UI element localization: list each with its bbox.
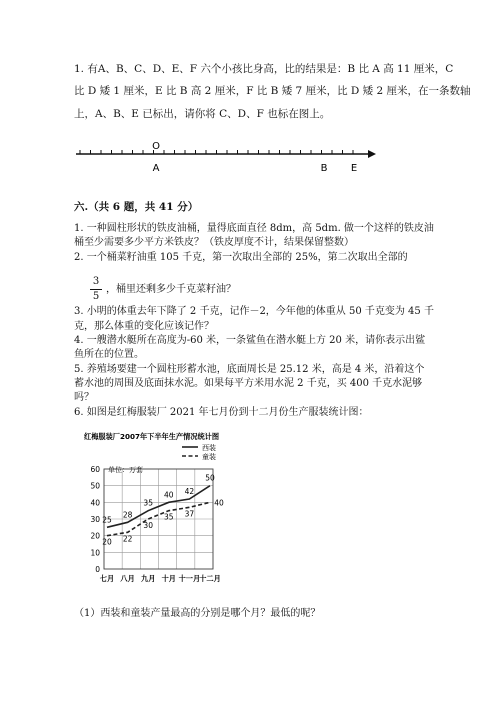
legend-label: 童装 — [202, 453, 216, 461]
y-tick-label: 40 — [90, 498, 100, 508]
x-tick-label: 九月 — [141, 574, 156, 583]
y-tick-label: 0 — [95, 565, 100, 574]
point-e-label: E — [350, 163, 358, 174]
y-tick-label: 20 — [90, 531, 100, 541]
x-tick-label: 十二月 — [199, 574, 221, 583]
question-6-line-1: 6. 如图是红梅服装厂 2021 年七月份到十二月份生产服装统计图： — [74, 407, 369, 418]
y-tick-label: 30 — [90, 515, 100, 524]
question-5-line-2: 蓄水池的周围及底面抹水泥。如果每平方米用水泥 2 千克，买 400 千克水泥够 — [74, 378, 423, 389]
data-label: 20 — [102, 537, 112, 547]
q1-line-3: 上，A、B、E 已标出，请你将 C、D、F 也标在图上。 — [74, 108, 331, 120]
question-3-line-1: 3. 小明的体重去年下降了 2 千克，记作－2，今年他的体重从 50 千克变为 45 千 — [74, 306, 434, 317]
question-3-line-2: 克，那么体重的变化应该记作？ — [74, 321, 214, 332]
question-5-line-3: 吗？ — [74, 392, 94, 403]
data-label: 28 — [122, 510, 133, 520]
x-tick-label: 七月 — [99, 574, 115, 583]
point-b-label: B — [320, 163, 328, 174]
production-line-chart — [70, 425, 250, 595]
data-label: 37 — [184, 509, 195, 519]
unit-label: 单位：万套 — [108, 466, 143, 474]
data-label: 35 — [143, 498, 153, 508]
origin-label: O — [152, 141, 160, 152]
x-tick-label: 十月 — [161, 574, 176, 583]
section-title: 六.（共 6 题，共 41 分） — [74, 201, 199, 213]
data-label: 40 — [214, 498, 224, 508]
number-line — [70, 138, 380, 178]
data-label: 25 — [102, 515, 112, 525]
question-2-line-2: ，桶里还剩多少千克菜籽油？ — [106, 284, 236, 295]
question-5-line-1: 5. 养殖场要建一个圆柱形蓄水池，底面周长是 25.12 米，高是 4 米，沿着这个 — [74, 364, 425, 375]
data-label: 35 — [164, 512, 174, 522]
sub-question-1: （1）西装和童装产量最高的分别是哪个月？最低的呢？ — [74, 608, 321, 619]
question-1-line-2: 桶至少需要多少平方米铁皮？（铁皮厚度不计，结果保留整数） — [74, 237, 354, 248]
data-label: 42 — [184, 487, 195, 496]
point-a-label: A — [152, 163, 160, 174]
y-tick-label: 50 — [90, 481, 100, 491]
question-1-line-1: 1. 一种圆柱形状的铁皮油桶，量得底面直径 8dm，高 5dm. 做一个这样的铁皮油 — [74, 223, 434, 234]
data-label: 40 — [164, 490, 174, 500]
q1-line-1: 1. 有A、B、C、D、E、F 六个小孩比身高，比的结果是：B 比 A 高 11 厘米，C — [74, 63, 454, 75]
data-label: 50 — [205, 473, 215, 483]
y-tick-label: 60 — [90, 465, 100, 474]
fraction-denominator: 5 — [92, 291, 100, 302]
y-tick-label: 10 — [90, 548, 100, 558]
chart-title: 红梅服装厂2007年下半年生产情况统计图 — [84, 432, 220, 441]
data-label: 22 — [122, 534, 133, 544]
data-label: 30 — [143, 521, 153, 530]
question-4-line-1: 4. 一艘潜水艇所在高度为-60 米，一条鲨鱼在潜水艇上方 20 米，请你表示出鲨 — [74, 335, 426, 346]
x-tick-label: 八月 — [120, 574, 135, 583]
question-2-line-1: 2. 一个桶菜籽油重 105 千克，第一次取出全部的 25%，第二次取出全部的 — [74, 252, 408, 263]
fraction-numerator: 3 — [92, 276, 100, 287]
x-tick-label: 十一月 — [178, 574, 201, 583]
q1-line-2: 比 D 矮 1 厘米，E 比 B 高 2 厘米，F 比 B 矮 7 厘米，比 D 矮 2 厘米，在一条数轴 — [74, 85, 471, 97]
question-4-line-2: 鱼所在的位置。 — [74, 349, 144, 360]
fraction-three-fifths — [90, 276, 102, 303]
legend-label: 西装 — [202, 444, 216, 452]
